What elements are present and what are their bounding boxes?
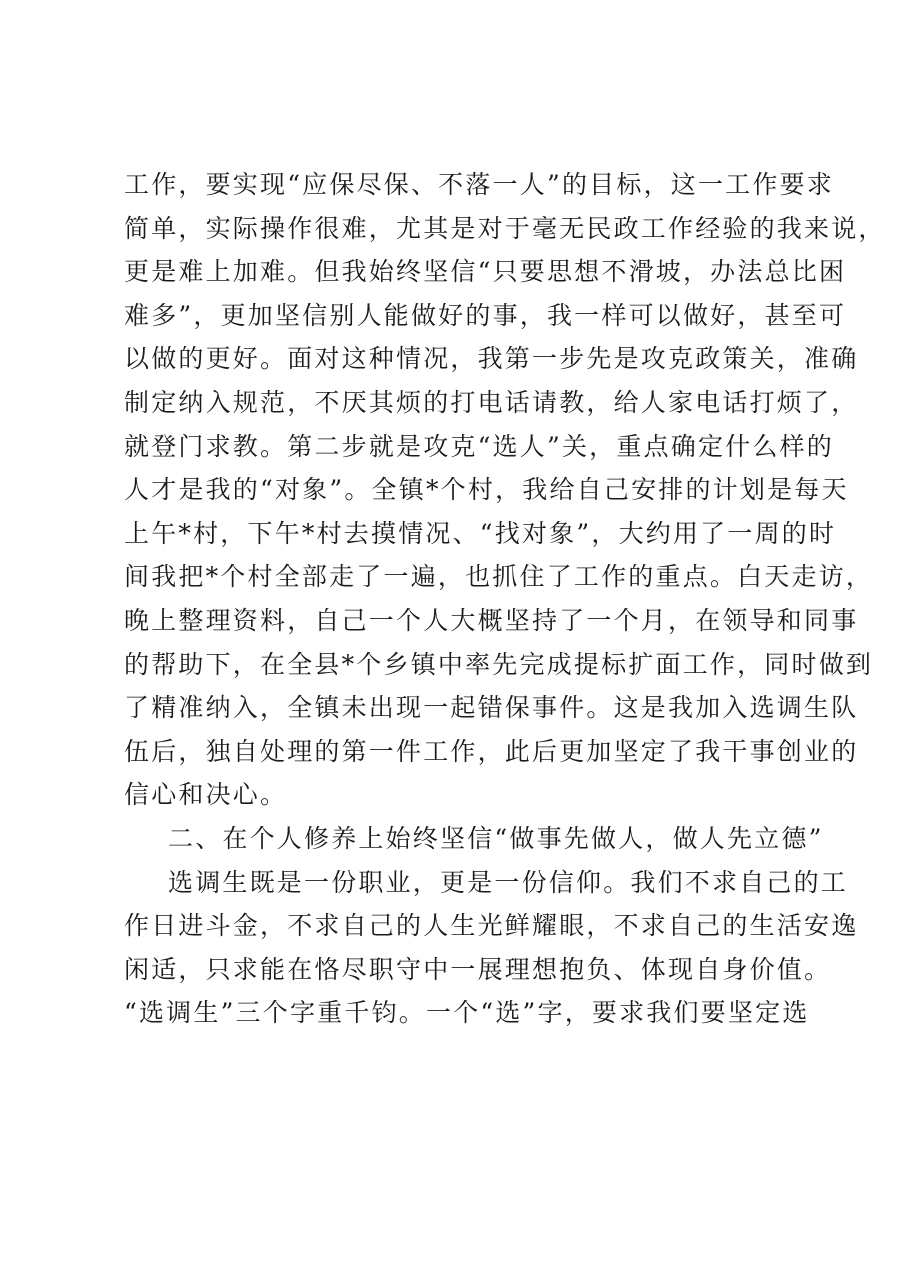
paragraph-line: 信心和决心。 bbox=[124, 780, 288, 810]
section-heading: 二、在个人修养上始终坚信“做事先做人，做人先立德” bbox=[168, 823, 824, 853]
paragraph-line: 更是难上加难。但我始终坚信“只要思想不滑坡，办法总比困 bbox=[124, 257, 847, 287]
paragraph-line: 就登门求教。第二步就是攻克“选人”关，重点确定什么样的 bbox=[124, 431, 834, 461]
paragraph-line: 工作，要实现“应保尽保、不落一人”的目标，这一工作要求 bbox=[124, 170, 834, 199]
paragraph-line: 选调生既是一份职业，更是一份信仰。我们不求自己的工 bbox=[168, 867, 849, 897]
paragraph-line: 晚上整理资料，自己一个人大概坚持了一个月，在领导和同事 bbox=[124, 605, 859, 635]
body-text bbox=[124, 163, 886, 1035]
paragraph-line: 间我把*个村全部走了一遍，也抓住了工作的重点。白天走访， bbox=[124, 562, 874, 592]
paragraph-line: 作日进斗金，不求自己的人生光鲜耀眼，不求自己的生活安逸 bbox=[124, 911, 859, 941]
paragraph-line: 上午*村，下午*村去摸情况、“找对象”，大约用了一周的时 bbox=[124, 518, 837, 548]
paragraph-line: 的帮助下，在全县*个乡镇中率先完成提标扩面工作，同时做到 bbox=[124, 649, 874, 679]
paragraph-line: 人才是我的“对象”。全镇*个村，我给自己安排的计划是每天 bbox=[124, 475, 849, 505]
paragraph-line: 伍后，独自处理的第一件工作，此后更加坚定了我干事创业的 bbox=[124, 736, 859, 766]
paragraph-line: 了精准纳入，全镇未出现一起错保事件。这是我加入选调生队 bbox=[124, 693, 859, 723]
paragraph-line: 以做的更好。面对这种情况，我第一步先是攻克政策关，准确 bbox=[124, 344, 859, 374]
paragraph-line: “选调生”三个字重千钧。一个“选”字，要求我们要坚定选 bbox=[124, 998, 810, 1028]
paragraph-line: 难多”，更加坚信别人能做好的事，我一样可以做好，甚至可 bbox=[124, 300, 847, 330]
paragraph-line: 闲适，只求能在恪尽职守中一展理想抱负、体现自身价值。 bbox=[124, 954, 832, 984]
paragraph-line: 制定纳入规范，不厌其烦的打电话请教，给人家电话打烦了， bbox=[124, 387, 859, 417]
paragraph-line: 简单，实际操作很难，尤其是对于毫无民政工作经验的我来说， bbox=[124, 213, 886, 243]
